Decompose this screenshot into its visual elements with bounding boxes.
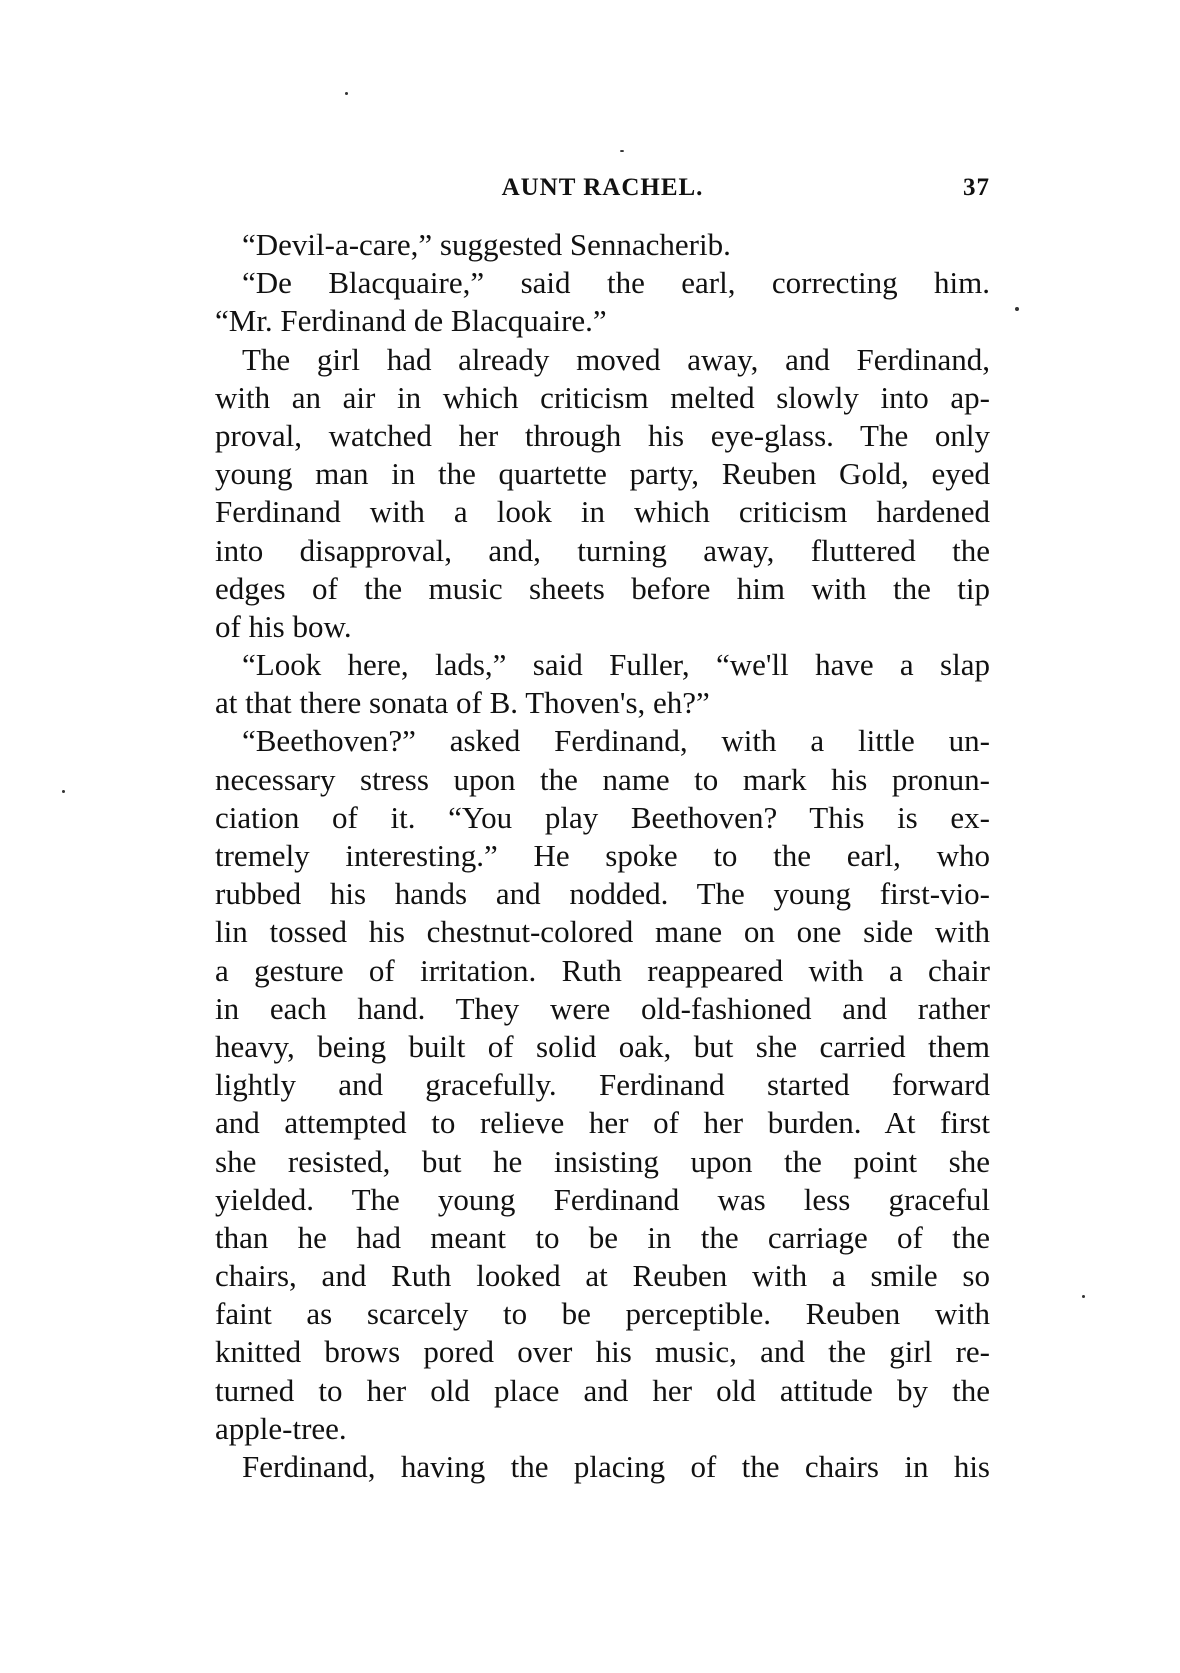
text-line: Ferdinand, having the placing of the chairs in his <box>242 1449 990 1484</box>
text-line: and attempted to relieve her of her burden. At first <box>215 1105 990 1141</box>
text-line: necessary stress upon the name to mark his pronun- <box>215 761 990 797</box>
text-line: at that there sonata of B. Thoven's, eh?” <box>215 685 710 721</box>
ink-speck <box>1015 307 1019 311</box>
text-line: than he had meant to be in the carriage of the <box>215 1219 990 1255</box>
text-line: she resisted, but he insisting upon the point she <box>215 1143 990 1179</box>
text-line: rubbed his hands and nodded. The young first-vio- <box>215 876 990 912</box>
text-line: tremely interesting.” He spoke to the earl, who <box>215 838 990 873</box>
text-line: yielded. The young Ferdinand was less graceful <box>215 1181 990 1217</box>
text-line: of his bow. <box>215 608 352 644</box>
ink-speck <box>620 150 624 152</box>
text-line: faint as scarcely to be perceptible. Reuben with <box>215 1296 990 1332</box>
text-line: lin tossed his chestnut-colored mane on one side with <box>215 914 990 950</box>
text-line: chairs, and Ruth looked at Reuben with a smile so <box>215 1258 990 1294</box>
body-text <box>215 226 990 1486</box>
text-line: “Devil-a-care,” suggested Sennacherib. <box>242 227 731 262</box>
text-line: young man in the quartette party, Reuben Gold, eyed <box>215 456 990 492</box>
page-number: 37 <box>963 174 990 201</box>
text-line: into disapproval, and, turning away, fluttered the <box>215 532 990 568</box>
text-line: The girl had already moved away, and Ferdinand, <box>242 341 990 377</box>
text-line: “De Blacquaire,” said the earl, correcting him. <box>242 265 990 301</box>
text-line: turned to her old place and her old attitude by the <box>215 1372 990 1408</box>
text-line: heavy, being built of solid oak, but she carried them <box>215 1028 990 1064</box>
text-line: “Look here, lads,” said Fuller, “we'll have a slap <box>242 647 990 683</box>
text-line: a gesture of irritation. Ruth reappeared with a chair <box>215 952 990 988</box>
ink-speck <box>62 790 65 793</box>
text-line: apple-tree. <box>215 1410 347 1446</box>
ink-speck <box>1082 1295 1085 1298</box>
text-line: “Beethoven?” asked Ferdinand, with a little un- <box>242 723 990 759</box>
text-line: edges of the music sheets before him with the tip <box>215 570 990 606</box>
running-title: AUNT RACHEL. <box>501 174 704 201</box>
text-line: lightly and gracefully. Ferdinand started forward <box>215 1067 990 1103</box>
text-line: ciation of it. “You play Beethoven? This is ex- <box>215 799 990 835</box>
text-line: Ferdinand with a look in which criticism hardened <box>215 494 990 530</box>
text-line: in each hand. They were old-fashioned and rather <box>215 990 990 1026</box>
text-line: “Mr. Ferdinand de Blacquaire.” <box>215 303 607 339</box>
text-line: knitted brows pored over his music, and the girl re- <box>215 1334 990 1370</box>
text-line: with an air in which criticism melted slowly into ap- <box>215 379 990 415</box>
running-head <box>215 174 990 206</box>
text-line: proval, watched her through his eye-glass. The only <box>215 417 990 453</box>
ink-speck <box>345 92 348 95</box>
